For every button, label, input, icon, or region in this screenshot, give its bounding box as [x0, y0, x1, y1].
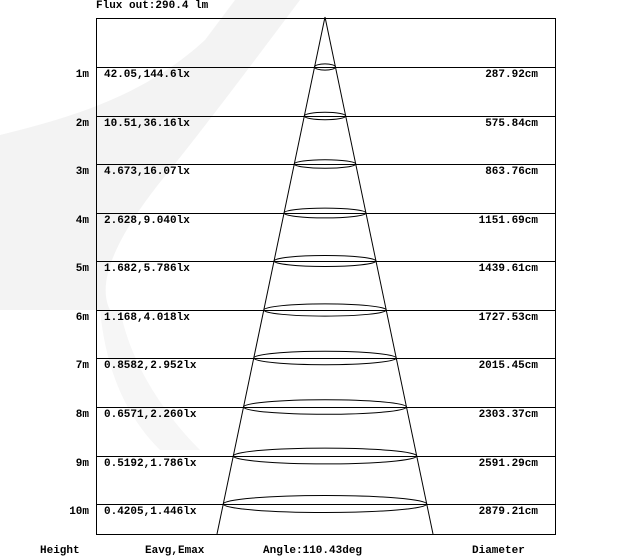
- flux-label: Flux out:290.4 lm: [96, 0, 209, 12]
- row-height-label: 2m: [75, 118, 89, 130]
- row-eavg-emax-value: 1.168,4.018lx: [104, 312, 190, 324]
- row-diameter-value: 1439.61cm: [478, 263, 538, 275]
- row-diameter-value: 2879.21cm: [478, 506, 538, 518]
- row-diameter-value: 2015.45cm: [478, 360, 538, 372]
- row-eavg-emax-value: 0.6571,2.260lx: [104, 409, 197, 421]
- row-height-label: 6m: [75, 312, 89, 324]
- row-height-label: 5m: [75, 263, 89, 275]
- row-height-label: 1m: [75, 69, 89, 81]
- row-diameter-value: 2591.29cm: [478, 458, 538, 470]
- row-eavg-emax-value: 4.673,16.07lx: [104, 166, 190, 178]
- footer-angle-label: Angle:110.43deg: [263, 545, 363, 557]
- footer-diameter-label: Diameter: [472, 545, 525, 557]
- row-height-label: 7m: [75, 360, 89, 372]
- row-eavg-emax-value: 10.51,36.16lx: [104, 118, 190, 130]
- row-eavg-emax-value: 0.5192,1.786lx: [104, 458, 197, 470]
- row-height-label: 8m: [75, 409, 89, 421]
- row-eavg-emax-value: 1.682,5.786lx: [104, 263, 190, 275]
- row-diameter-value: 1727.53cm: [478, 312, 538, 324]
- row-diameter-value: 575.84cm: [485, 118, 538, 130]
- row-height-label: 3m: [75, 166, 89, 178]
- row-diameter-value: 287.92cm: [485, 69, 538, 81]
- row-eavg-emax-value: 0.4205,1.446lx: [104, 506, 197, 518]
- row-height-label: 9m: [75, 458, 89, 470]
- row-eavg-emax-value: 2.628,9.040lx: [104, 215, 190, 227]
- row-diameter-value: 863.76cm: [485, 166, 538, 178]
- footer-height-label: Height: [40, 545, 80, 557]
- row-diameter-value: 2303.37cm: [478, 409, 538, 421]
- row-height-label: 10m: [69, 506, 89, 518]
- row-height-label: 4m: [75, 215, 89, 227]
- row-eavg-emax-value: 42.05,144.6lx: [104, 69, 190, 81]
- row-diameter-value: 1151.69cm: [478, 215, 538, 227]
- row-eavg-emax-value: 0.8582,2.952lx: [104, 360, 197, 372]
- footer-eavg-emax-label: Eavg,Emax: [145, 545, 205, 557]
